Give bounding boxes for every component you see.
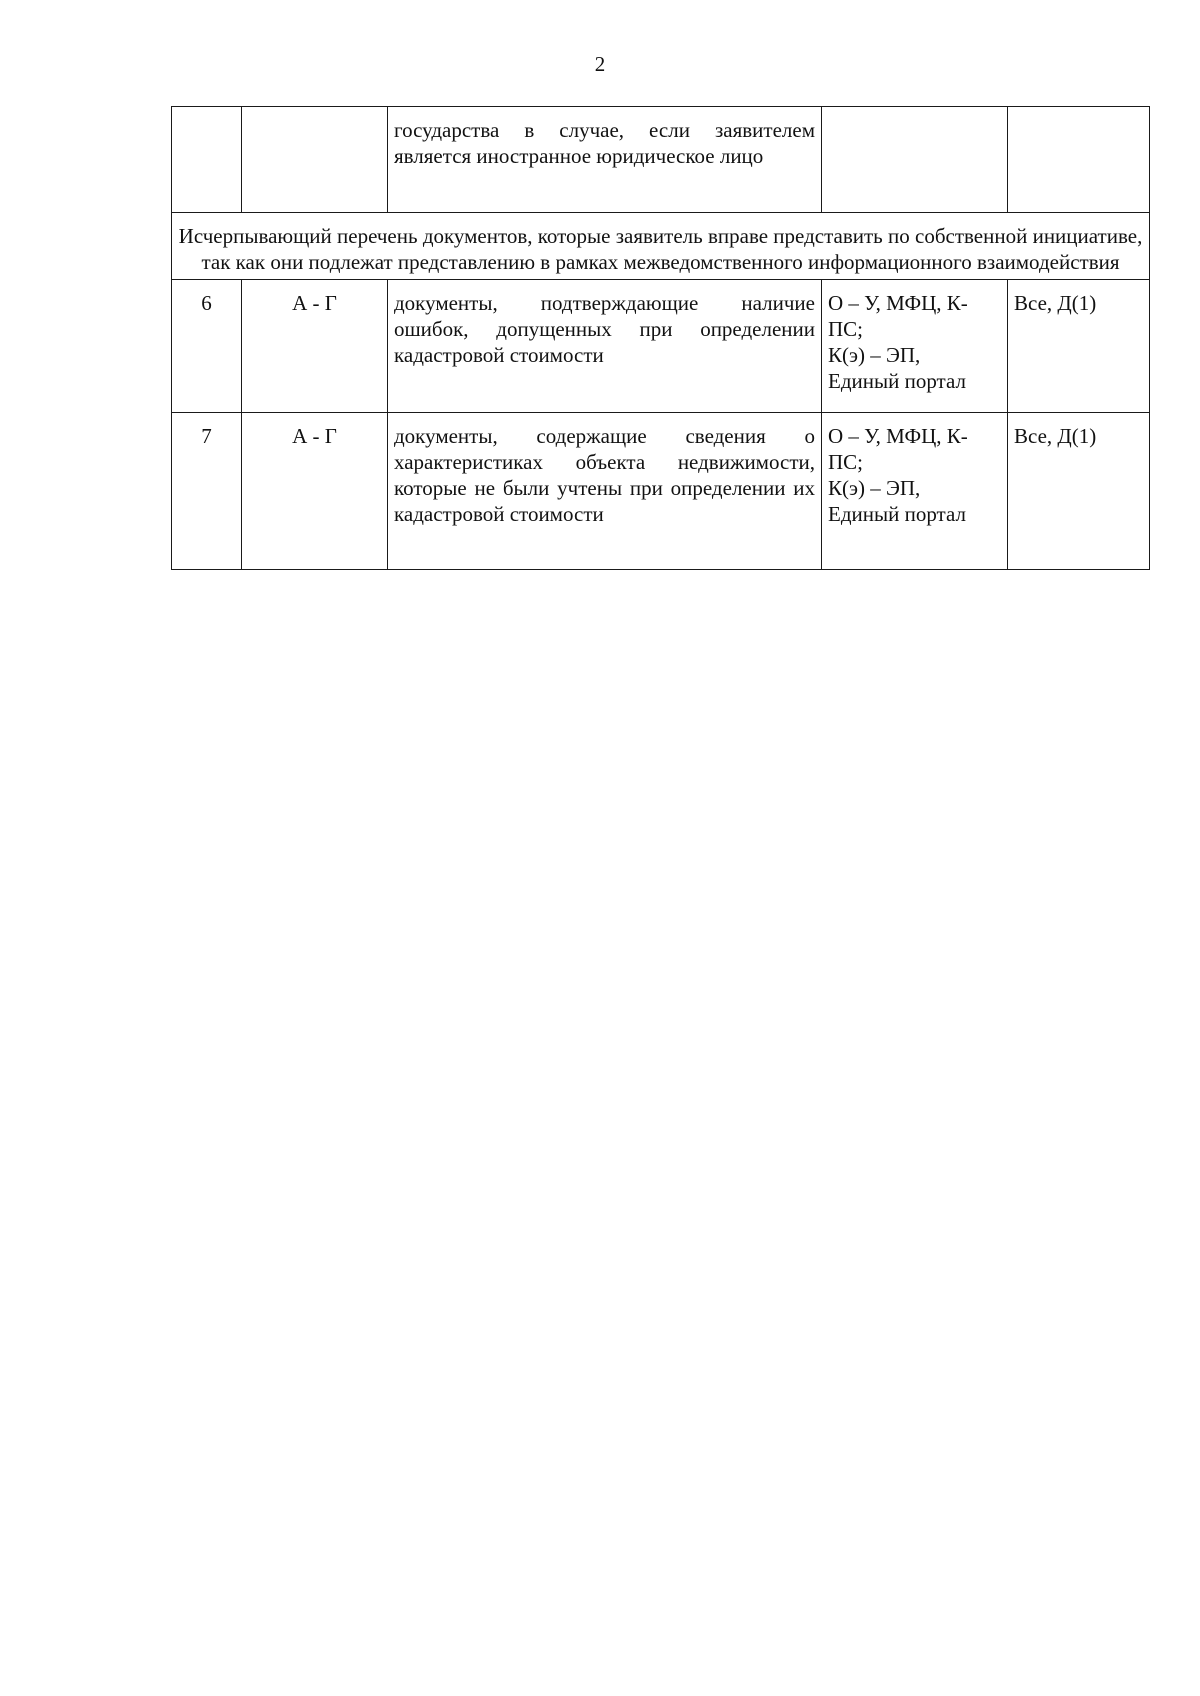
submission-line: К(э) – ЭП, — [828, 476, 921, 500]
cell-description: документы, подтверждающие наличие ошибок, допущенных при определении кадастровой стоимости — [388, 280, 822, 413]
cell-description: документы, содержащие сведения о характеристиках объекта недвижимости, которые не были учтены при определении их кадастровой стоимости — [388, 413, 822, 570]
cell-submission — [822, 413, 1008, 570]
cell-number: 7 — [172, 413, 242, 570]
cell-submission — [822, 107, 1008, 213]
submission-line: О – У, МФЦ, К-ПС; — [828, 291, 968, 341]
submission-line: К(э) – ЭП, — [828, 343, 921, 367]
cell-number — [172, 107, 242, 213]
cell-result: Все, Д(1) — [1008, 413, 1150, 570]
cell-category: А - Г — [242, 280, 388, 413]
page-number: 2 — [594, 52, 606, 76]
cell-category — [242, 107, 388, 213]
table-row-continuation — [172, 107, 1150, 213]
cell-result: Все, Д(1) — [1008, 280, 1150, 413]
submission-line: Единый портал — [828, 502, 966, 526]
table-row-item-6 — [172, 280, 1150, 413]
cell-result — [1008, 107, 1150, 213]
submission-line: О – У, МФЦ, К-ПС; — [828, 424, 968, 474]
cell-description: государства в случае, если заявителем является иностранное юридическое лицо — [388, 107, 822, 213]
table-row-section-header — [172, 213, 1150, 280]
cell-category: А - Г — [242, 413, 388, 570]
section-header: Исчерпывающий перечень документов, которые заявитель вправе представить по собственной инициативе, так как они подлежат представлению в рамках межведомственного информационного взаимодействия — [172, 213, 1150, 280]
table-row-item-7 — [172, 413, 1150, 570]
cell-submission — [822, 280, 1008, 413]
submission-line: Единый портал — [828, 369, 966, 393]
documents-table — [171, 106, 1150, 570]
cell-number: 6 — [172, 280, 242, 413]
